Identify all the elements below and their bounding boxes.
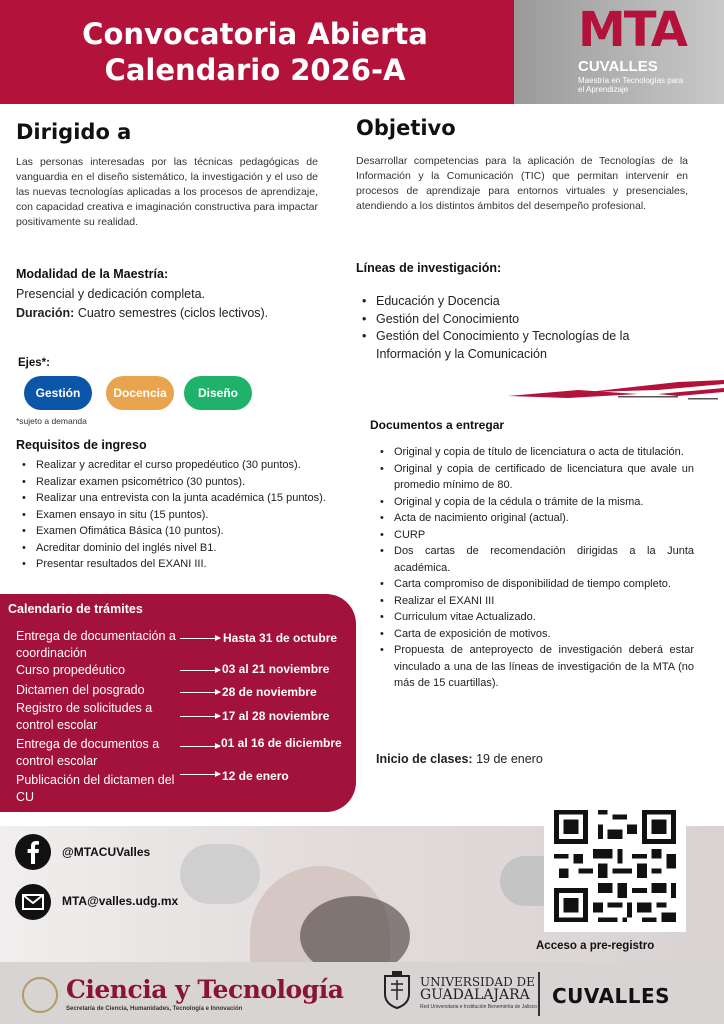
requisito-item: • Examen Ofimática Básica (10 puntos). xyxy=(16,523,356,540)
requisito-item: • Realizar una entrevista con la junta académica (15 puntos). xyxy=(16,490,356,507)
documento-item: • CURP xyxy=(374,527,694,544)
documento-item: • Acta de nacimiento original (actual). xyxy=(374,510,694,527)
hair-shape xyxy=(300,896,410,962)
facebook-icon[interactable] xyxy=(15,834,51,870)
ejes-label: Ejes*: xyxy=(18,357,50,369)
documento-item: • Carta compromiso de disponibilidad de tiempo completo. xyxy=(374,576,694,593)
calendario-step: Entrega de documentación a coordinación xyxy=(16,629,176,660)
inicio-label: Inicio de clases: xyxy=(376,752,473,766)
calendario-step: Curso propedéutico xyxy=(16,663,126,677)
eje-gestion-pill: Gestión xyxy=(24,376,92,410)
requisito-item: • Realizar y acreditar el curso propedéutico (30 puntos). xyxy=(16,457,356,474)
documento-item: • Dos cartas de recomendación dirigidas a la Junta académica. xyxy=(374,543,694,576)
udg-sub: Red Universitaria e Institución Benemérita de Jalisco xyxy=(420,1004,537,1010)
title-line-1: Convocatoria Abierta xyxy=(82,17,428,51)
linea-item: • Gestión del Conocimiento y Tecnologías de la Información y la Comunicación xyxy=(356,328,652,363)
modalidad-value: Presencial y dedicación completa. xyxy=(16,287,205,301)
requisitos-heading: Requisitos de ingreso xyxy=(16,438,147,452)
mexico-seal-icon xyxy=(22,977,58,1013)
ciencia-tecnologia-sub: Secretaría de Ciencia, Humanidades, Tecnología e Innovación xyxy=(66,1006,243,1012)
udg-line-2: GUADALAJARA xyxy=(420,987,530,1003)
cuvalles-logo: CUVALLES xyxy=(552,984,671,1008)
requisito-item: • Acreditar dominio del inglés nivel B1. xyxy=(16,540,356,557)
modalidad-label: Modalidad de la Maestría: xyxy=(16,267,169,281)
duracion-value: Cuatro semestres (ciclos lectivos). xyxy=(77,306,269,320)
linea-item: • Educación y Docencia xyxy=(356,293,652,311)
arrow-icon xyxy=(180,746,220,747)
calendario-panel xyxy=(0,594,356,812)
footer-logos xyxy=(0,962,724,1024)
calendario-step: Publicación del dictamen del CU xyxy=(16,773,175,804)
documentos-heading: Documentos a entregar xyxy=(370,418,505,432)
arrow-icon xyxy=(180,638,220,639)
facebook-handle[interactable]: @MTACUValles xyxy=(62,845,151,859)
inicio-clases xyxy=(376,752,543,766)
email-address[interactable]: MTA@valles.udg.mx xyxy=(62,894,179,908)
vr-headset-shape xyxy=(180,844,260,904)
calendario-heading: Calendario de trámites xyxy=(8,602,143,616)
ciencia-tecnologia-logo: Ciencia y Tecnología xyxy=(66,975,344,1004)
arrow-icon xyxy=(180,774,220,775)
calendario-date: 01 al 16 de diciembre xyxy=(221,736,342,750)
documento-item: • Carta de exposición de motivos. xyxy=(374,626,694,643)
calendario-step: Entrega de documentos a control escolar xyxy=(16,737,160,768)
header-banner xyxy=(0,0,724,104)
eje-docencia-pill: Docencia xyxy=(106,376,174,410)
udg-shield-icon xyxy=(382,970,412,1010)
ejes-note: *sujeto a demanda xyxy=(16,416,87,426)
calendario-date: 17 al 28 noviembre xyxy=(222,709,330,723)
documentos-list xyxy=(374,444,694,692)
documento-item: • Realizar el EXANI III xyxy=(374,593,694,610)
calendario-date: 28 de noviembre xyxy=(222,685,317,699)
qr-code[interactable] xyxy=(544,800,686,932)
page-title xyxy=(0,16,510,88)
mta-logo-box xyxy=(514,0,724,104)
objetivo-heading: Objetivo xyxy=(356,116,456,140)
dirigido-text: Las personas interesadas por las técnicas pedagógicas de vanguardia en el diseño sistemático, la investigación y el uso de las nuevas tecnologías aplicadas a los procesos de aprendizaje, con capacidad creativa e imaginación constructiva para impactar positivamente su realidad. xyxy=(16,156,318,228)
requisito-item: • Presentar resultados del EXANI III. xyxy=(16,556,356,573)
duracion-label: Duración: xyxy=(16,306,75,320)
calendario-step: Dictamen del posgrado xyxy=(16,683,145,697)
qr-caption: Acceso a pre-registro xyxy=(536,940,655,952)
mta-logo-org: CUVALLES xyxy=(578,58,658,75)
requisitos-list xyxy=(16,457,356,573)
mta-logo: MTA xyxy=(578,2,686,58)
decorative-stripes xyxy=(508,376,724,402)
duracion-line xyxy=(16,306,268,320)
documento-item: • Curriculum vitae Actualizado. xyxy=(374,609,694,626)
eje-diseno-pill: Diseño xyxy=(184,376,252,410)
calendario-step: Registro de solicitudes a control escolar xyxy=(16,701,153,732)
lineas-heading: Líneas de investigación: xyxy=(356,261,502,275)
linea-item: • Gestión del Conocimiento xyxy=(356,311,652,329)
divider xyxy=(538,972,540,1016)
documento-item: • Propuesta de anteproyecto de investigación deberá estar vinculado a una de las líneas de investigación de la MTA (no más de 15 cuartillas). xyxy=(374,642,694,692)
documento-item: • Original y copia de certificado de licenciatura que avale un promedio mínimo de 80. xyxy=(374,461,694,494)
udg-logo-text xyxy=(420,976,535,1003)
email-icon[interactable] xyxy=(15,884,51,920)
objetivo-text: Desarrollar competencias para la aplicación de Tecnologías de la Información y la Comunicación (TIC) que permitan intervenir en procesos de aprendizaje para entornos virtuales y presenciales, atendiendo a los distintos ámbitos del desempeño profesional. xyxy=(356,155,688,212)
documento-item: • Original y copia de título de licenciatura o acta de titulación. xyxy=(374,444,694,461)
calendario-date: Hasta 31 de octubre xyxy=(223,631,338,645)
lineas-list xyxy=(356,293,652,363)
title-line-2: Calendario 2026-A xyxy=(104,53,406,87)
requisito-item: • Realizar examen psicométrico (30 puntos). xyxy=(16,474,356,491)
calendario-date: 12 de enero xyxy=(222,769,289,783)
documento-item: • Original y copia de la cédula o trámite de la misma. xyxy=(374,494,694,511)
arrow-icon xyxy=(180,692,220,693)
mta-logo-subtitle: Maestría en Tecnologías para el Aprendizaje xyxy=(578,76,684,94)
inicio-value: 19 de enero xyxy=(476,752,543,766)
requisito-item: • Examen ensayo in situ (15 puntos). xyxy=(16,507,356,524)
dirigido-heading: Dirigido a xyxy=(16,120,132,144)
calendario-date: 03 al 21 noviembre xyxy=(222,662,330,676)
arrow-icon xyxy=(180,716,220,717)
arrow-icon xyxy=(180,670,220,671)
udg-line-1: UNIVERSIDAD DE xyxy=(420,975,535,989)
